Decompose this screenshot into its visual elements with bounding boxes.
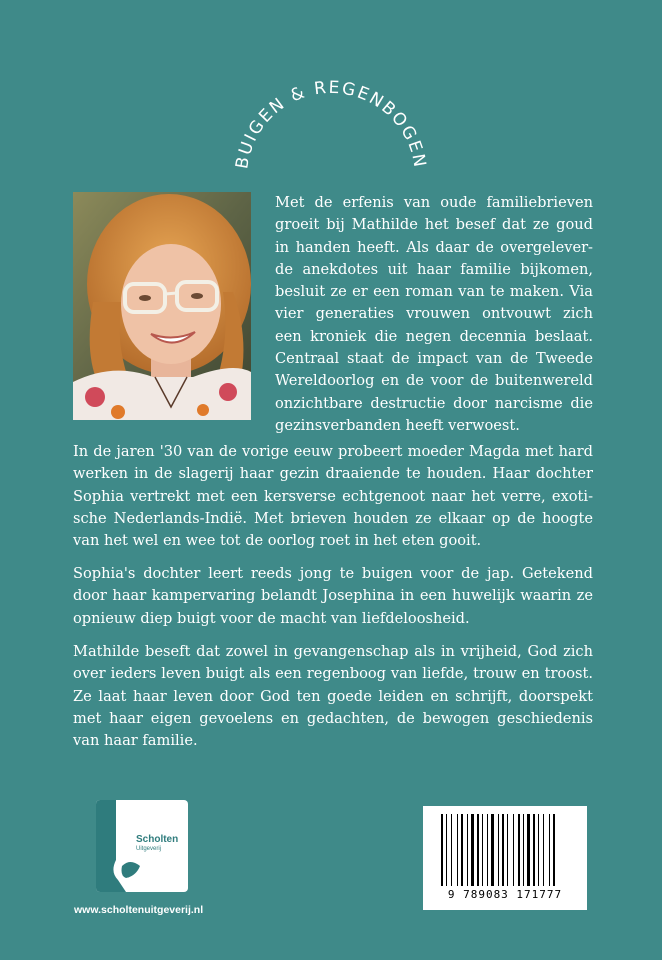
publisher-logo: [96, 800, 188, 892]
story-paragraph-sophia: Sophia's dochter leert reeds jong te buigen voor de jap. Getekend door haar kampervaring belandt Josephina in een huwelijk waarin ze opnieuw diep buigt voor de macht van liefdeloosheid.: [73, 565, 593, 627]
barcode-digits: 9 789083 171777: [447, 888, 563, 901]
publisher-website[interactable]: www.scholtenuitgeverij.nl: [74, 904, 204, 916]
author-photo: [73, 192, 251, 420]
publisher-subtitle: Uitgeverij: [136, 846, 162, 852]
isbn-barcode: [423, 806, 587, 910]
story-paragraph-mathilde: Mathilde beseft dat zowel in gevangenschap als in vrijheid, God zich over ieders leven buigt als een regenboog van liefde, trouw en troost. Ze laat haar leven door God ten goede leiden en schrijft, doorspekt met haar eigen gevoelens en gedachten, de bewogen geschiedenis van haar familie.: [73, 643, 593, 750]
barcode-bars: [423, 806, 587, 890]
intro-paragraph: Met de erfenis van oude familiebrieven groeit bij Mathilde het besef dat ze goud in handen heeft. Als daar de overgelever-de anekdotes uit haar familie bijkomen, besluit ze er een roman van te maken. Via vier generaties vrouwen ontvouwt zich een kroniek die negen decennia beslaat. Centraal staat de impact van de Tweede Wereldoorlog en de voor de buitenwereld onzichtbare destructie door narcisme die gezinsverbanden heeft verwoest.: [275, 194, 593, 434]
series-title-text: BUIGEN & REGENBOGEN: [232, 77, 430, 171]
story-paragraph-magda: In de jaren '30 van de vorige eeuw probeert moeder Magda met hard werken in de slagerij haar gezin draaiende te houden. Haar dochter Sophia vertrekt met een kersverse echtgenoot naar het verre, exoti-sche Nederlands-Indië. Met brieven houden ze elkaar op de hoogte van het wel en wee tot de oorlog roet in het eten gooit.: [73, 443, 593, 550]
publisher-name: Scholten: [136, 834, 179, 845]
series-title: [0, 0, 662, 200]
